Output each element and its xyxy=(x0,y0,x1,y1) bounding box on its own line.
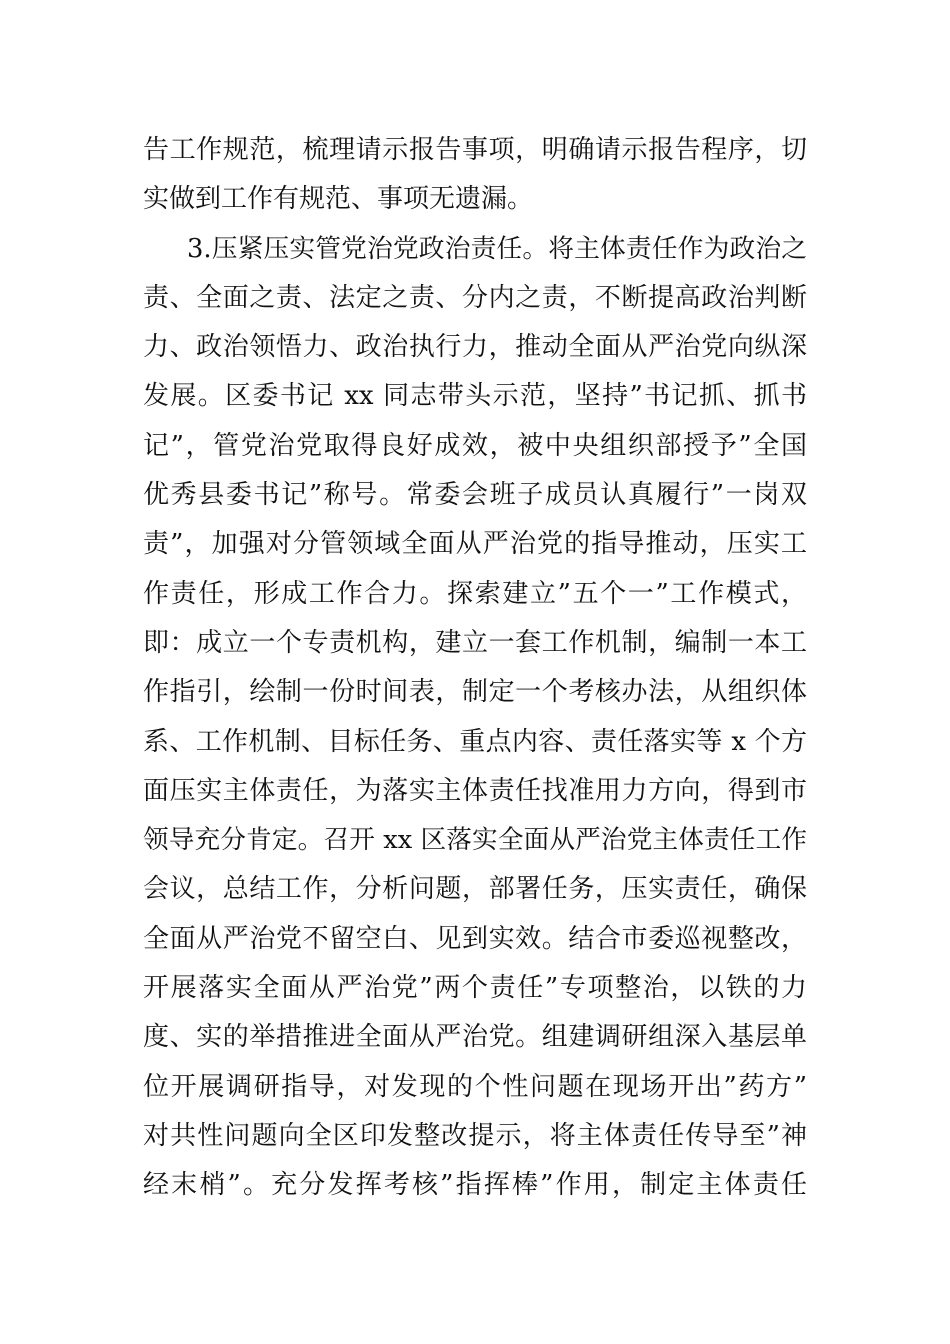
text-line: 记”，管党治党取得良好成效，被中央组织部授予”全国 xyxy=(143,430,807,461)
text-line: 领导充分肯定。召开 xx 区落实全面从严治党主体责任工作 xyxy=(143,825,807,856)
text-line: 3.压紧压实管党治党政治责任。将主体责任作为政治之 xyxy=(187,233,807,264)
text-line: 实做到工作有规范、事项无遗漏。 xyxy=(143,184,534,215)
text-line: 力、政治领悟力、政治执行力，推动全面从严治党向纵深 xyxy=(143,332,807,363)
text-line: 发展。区委书记 xx 同志带头示范，坚持”书记抓、抓书 xyxy=(143,381,807,412)
text-line: 作指引，绘制一份时间表，制定一个考核办法，从组织体 xyxy=(143,677,807,708)
text-line: 会议，总结工作，分析问题，部署任务，压实责任，确保 xyxy=(143,874,807,905)
text-line: 对共性问题向全区印发整改提示，将主体责任传导至”神 xyxy=(143,1120,807,1151)
text-line: 面压实主体责任，为落实主体责任找准用力方向，得到市 xyxy=(143,775,807,806)
text-line: 作责任，形成工作合力。探索建立”五个一”工作模式， xyxy=(143,578,807,609)
text-line: 即：成立一个专责机构，建立一套工作机制，编制一本工 xyxy=(143,627,807,658)
text-line: 告工作规范，梳理请示报告事项，明确请示报告程序，切 xyxy=(143,135,807,165)
text-line: 度、实的举措推进全面从严治党。组建调研组深入基层单 xyxy=(143,1022,807,1053)
text-line: 开展落实全面从严治党”两个责任”专项整治，以铁的力 xyxy=(143,973,807,1004)
text-line: 责”，加强对分管领域全面从严治党的指导推动，压实工 xyxy=(143,529,807,560)
text-line: 优秀县委书记”称号。常委会班子成员认真履行”一岗双 xyxy=(143,480,807,511)
document-body-text xyxy=(143,126,807,1211)
text-line: 全面从严治党不留空白、见到实效。结合市委巡视整改， xyxy=(143,923,807,954)
text-line: 系、工作机制、目标任务、重点内容、责任落实等 x 个方 xyxy=(143,726,807,757)
text-line: 经末梢”。充分发挥考核”指挥棒”作用，制定主体责任 xyxy=(143,1170,807,1201)
text-line: 责、全面之责、法定之责、分内之责，不断提高政治判断 xyxy=(143,282,807,313)
text-line: 位开展调研指导，对发现的个性问题在现场开出”药方” xyxy=(143,1071,807,1102)
